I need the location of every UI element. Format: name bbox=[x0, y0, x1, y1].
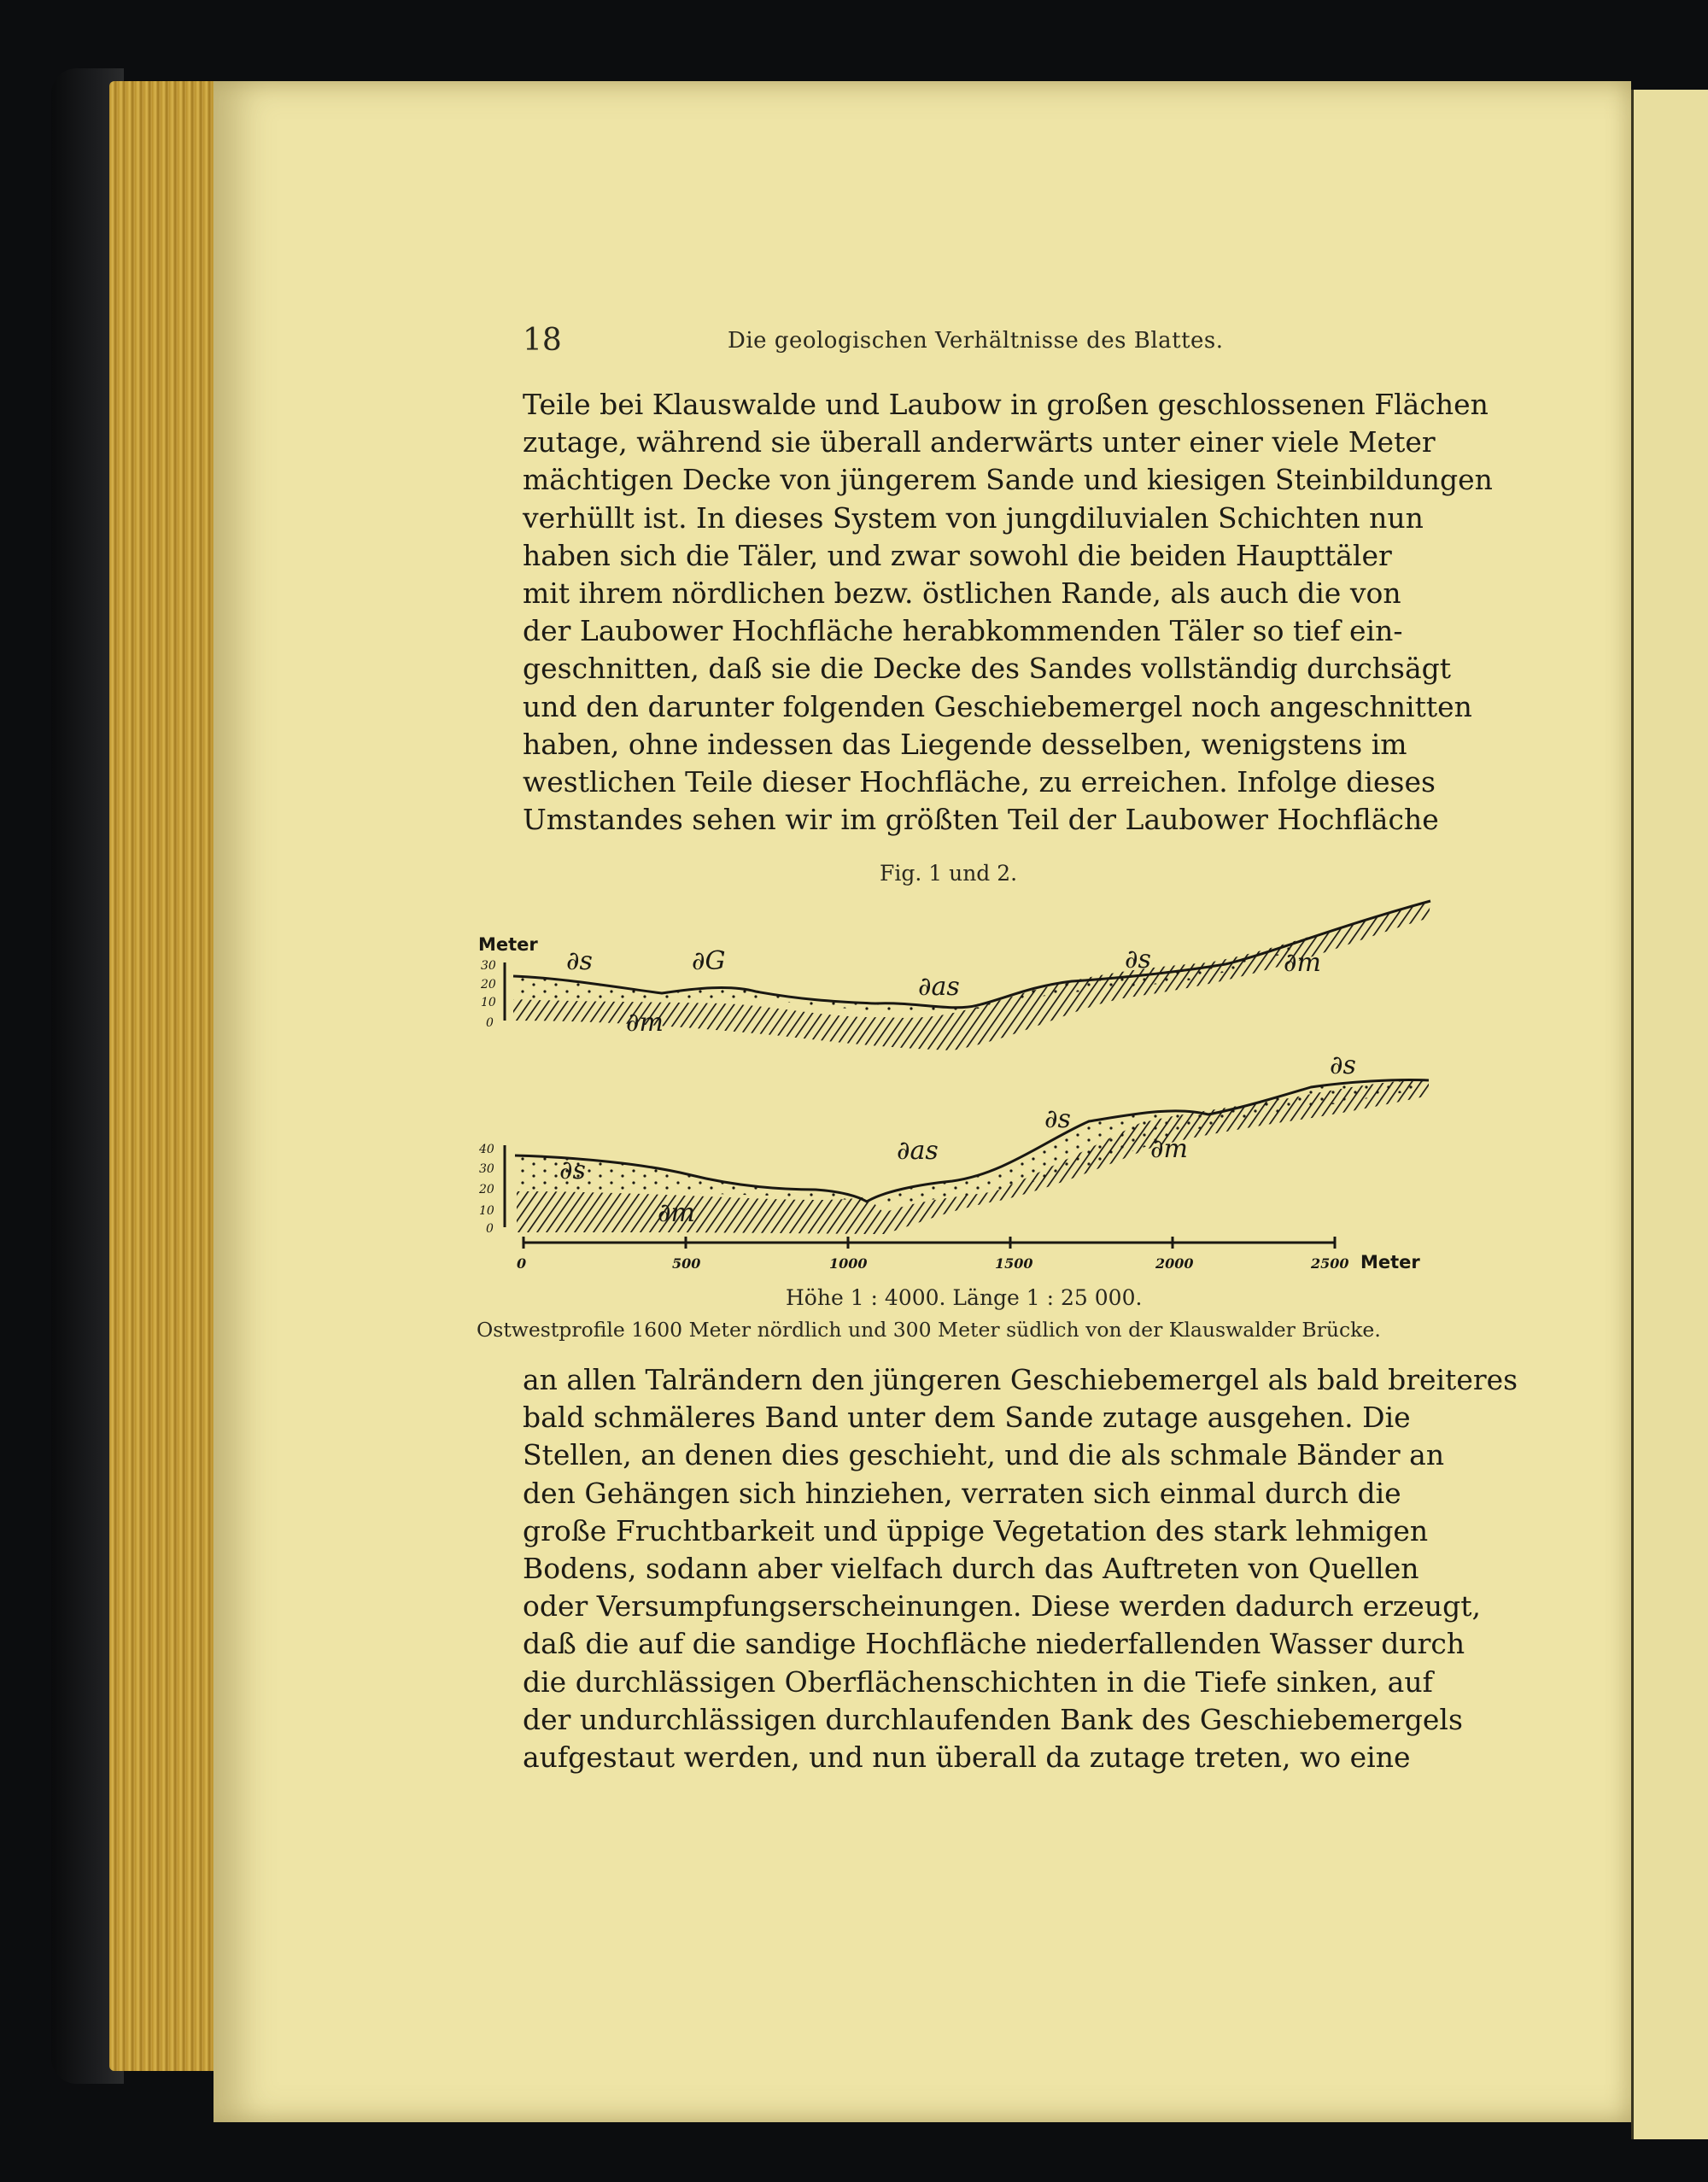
x-tick-label: 1000 bbox=[829, 1255, 868, 1272]
text-line: geschnitten, daß sie die Decke des Sandes vollständig durchsägt bbox=[523, 652, 1452, 686]
layer-label: ∂m bbox=[1150, 1134, 1188, 1164]
x-tick-label: 2000 bbox=[1155, 1255, 1194, 1272]
text-line: Bodens, sodann aber vielfach durch das Auftreten von Quellen bbox=[523, 1552, 1419, 1586]
x-axis bbox=[517, 1237, 1420, 1272]
text-line: Stellen, an denen dies geschieht, und die als schmale Bänder an bbox=[523, 1438, 1445, 1472]
figure-caption: Ostwestprofile 1600 Meter nördlich und 300 Meter südlich von der Klauswalder Brücke. bbox=[477, 1318, 1381, 1342]
text-line: an allen Talrändern den jüngeren Geschiebemergel als bald breiteres bbox=[523, 1363, 1518, 1396]
text-line: verhüllt ist. In dieses System von jungdiluvialen Schichten nun bbox=[523, 500, 1424, 535]
text-line: und den darunter folgenden Geschiebemergel noch angeschnitten bbox=[523, 689, 1472, 723]
layer-label: ∂s bbox=[1125, 945, 1151, 974]
text-line: bald schmäleres Band unter dem Sande zutage ausgehen. Die bbox=[523, 1401, 1411, 1435]
x-tick-label: 1500 bbox=[995, 1255, 1033, 1272]
text-line: der Laubower Hochfläche herabkommenden Täler so tief ein- bbox=[523, 614, 1403, 648]
geological-profile-figure bbox=[474, 892, 1439, 1281]
unit-label: Meter bbox=[478, 934, 538, 955]
page-header bbox=[523, 323, 1387, 357]
layer-label: ∂m bbox=[626, 1008, 664, 1038]
text-line: haben sich die Täler, und zwar sowohl die beiden Haupttäler bbox=[523, 538, 1392, 572]
y-tick-label: 30 bbox=[479, 1162, 494, 1176]
sand-layer bbox=[515, 1079, 1429, 1202]
paragraph-top bbox=[523, 386, 1493, 839]
layer-label: ∂m bbox=[658, 1198, 695, 1228]
y-tick-label: 30 bbox=[481, 959, 496, 973]
layer-label: ∂s bbox=[1330, 1050, 1356, 1080]
layer-label: ∂as bbox=[897, 1136, 939, 1166]
next-page-edge bbox=[1631, 90, 1708, 2139]
figure-scale: Höhe 1 : 4000. Länge 1 : 25 000. bbox=[786, 1285, 1143, 1310]
y-tick-label: 10 bbox=[479, 1204, 494, 1218]
text-line: die durchlässigen Oberflächenschichten in die Tiefe sinken, auf bbox=[523, 1664, 1433, 1699]
x-tick-label: 2500 bbox=[1311, 1255, 1349, 1272]
x-axis-unit: Meter bbox=[1360, 1252, 1420, 1272]
text-line: Umstandes sehen wir im größten Teil der Laubower Hochfläche bbox=[523, 803, 1439, 837]
y-tick-label: 20 bbox=[479, 1183, 494, 1196]
x-tick-label: 500 bbox=[672, 1255, 701, 1272]
page-edges bbox=[109, 81, 229, 2071]
x-tick-label: 0 bbox=[517, 1255, 527, 1272]
text-line: oder Versumpfungserscheinungen. Diese werden dadurch erzeugt, bbox=[523, 1589, 1481, 1623]
text-line: daß die auf die sandige Hochfläche niederfallenden Wasser durch bbox=[523, 1627, 1465, 1661]
y-tick-label: 10 bbox=[481, 996, 496, 1009]
layer-label: ∂s bbox=[1044, 1104, 1071, 1134]
profile-1 bbox=[478, 901, 1430, 1050]
page-number: 18 bbox=[523, 323, 562, 358]
text-line: westlichen Teile dieser Hochfläche, zu erreichen. Infolge dieses bbox=[523, 765, 1436, 799]
running-title: Die geologischen Verhältnisse des Blattes. bbox=[728, 328, 1224, 354]
text-line: zutage, während sie überall anderwärts unter einer viele Meter bbox=[523, 425, 1436, 459]
layer-label: ∂as bbox=[918, 972, 960, 1002]
layer-label: ∂G bbox=[692, 946, 726, 976]
text-line: den Gehängen sich hinziehen, verraten sich einmal durch die bbox=[523, 1476, 1401, 1510]
layer-label: ∂s bbox=[559, 1155, 586, 1185]
y-tick-label: 20 bbox=[481, 978, 496, 992]
paragraph-bottom bbox=[523, 1361, 1518, 1776]
y-tick-label: 0 bbox=[486, 1222, 494, 1236]
text-line: aufgestaut werden, und nun überall da zutage treten, wo eine bbox=[523, 1740, 1411, 1775]
layer-label: ∂s bbox=[566, 946, 593, 976]
y-tick-label: 0 bbox=[486, 1016, 494, 1030]
text-line: Teile bei Klauswalde und Laubow in großen geschlossenen Flächen bbox=[523, 388, 1489, 421]
text-line: mächtigen Decke von jüngerem Sande und kiesigen Steinbildungen bbox=[523, 463, 1493, 497]
text-line: große Fruchtbarkeit und üppige Vegetation des stark lehmigen bbox=[523, 1513, 1429, 1547]
text-line: mit ihrem nördlichen bezw. östlichen Rande, als auch die von bbox=[523, 576, 1401, 611]
profile-2 bbox=[478, 1050, 1429, 1236]
figure-title: Fig. 1 und 2. bbox=[880, 861, 1018, 886]
y-tick-label: 40 bbox=[479, 1143, 494, 1156]
text-line: der undurchlässigen durchlaufenden Bank des Geschiebemergels bbox=[523, 1702, 1463, 1736]
layer-label: ∂m bbox=[1284, 948, 1321, 978]
text-line: haben, ohne indessen das Liegende desselben, wenigstens im bbox=[523, 727, 1407, 761]
